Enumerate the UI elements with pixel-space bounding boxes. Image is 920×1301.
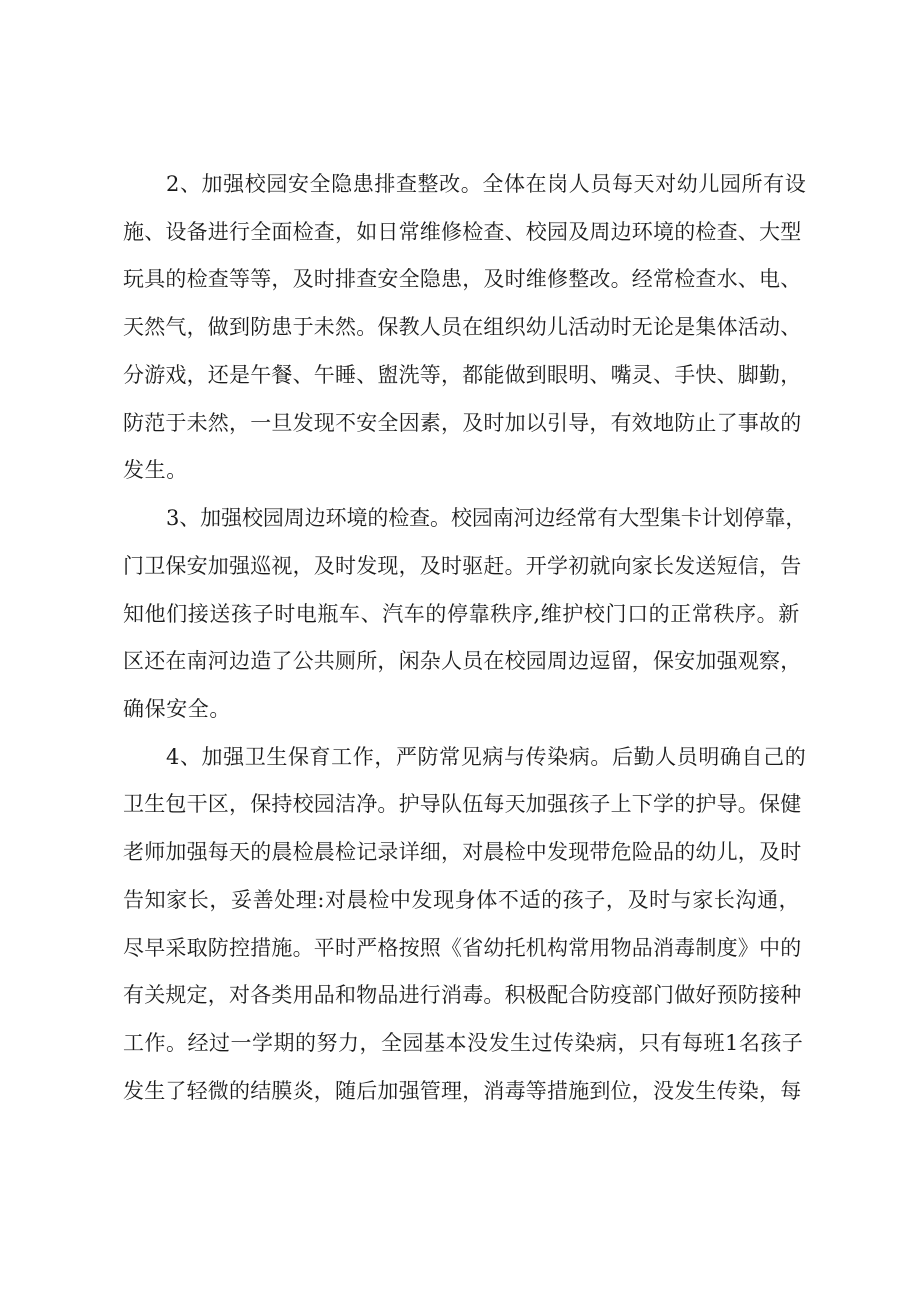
paragraph-3-line-3: 知他们接送孩子时电瓶车、汽车的停靠秩序,维护校门口的正常秩序。新 [123,602,800,626]
paragraph-3-line-5: 确保安全。 [123,697,231,721]
paragraph-2-line-5: 分游戏，还是午餐、午睡、盥洗等，都能做到眼明、嘴灵、手快、脚勤， [123,363,802,387]
paragraph-3-line-4: 区还在南河边造了公共厕所，闲杂人员在校园周边逗留，保安加强观察， [123,649,802,673]
paragraph-4-line-1: 4、加强卫生保育工作，严防常见病与传染病。后勤人员明确自己的 [166,745,807,769]
paragraph-4-line-7: 工作。经过一学期的努力，全园基本没发生过传染病，只有每班1名孩子 [123,1031,804,1055]
paragraph-3-line-1: 3、加强校园周边环境的检查。校园南河边经常有大型集卡计划停靠， [166,506,807,530]
paragraph-4-line-4: 告知家长，妥善处理:对晨检中发现身体不适的孩子，及时与家长沟通， [123,888,801,912]
paragraph-4-line-2: 卫生包干区，保持校园洁净。护导队伍每天加强孩子上下学的护导。保健 [123,792,802,816]
paragraph-2-line-1: 2、加强校园安全隐患排查整改。全体在岗人员每天对幼儿园所有设 [166,172,807,196]
paragraph-2-line-2: 施、设备进行全面检查，如日常维修检查、校园及周边环境的检查、大型 [123,220,802,244]
paragraph-2-line-4: 天然气，做到防患于未然。保教人员在组织幼儿活动时无论是集体活动、 [123,315,802,339]
paragraph-2-line-6: 防范于未然，一旦发现不安全因素，及时加以引导，有效地防止了事故的 [123,411,802,435]
paragraph-4-line-6: 有关规定，对各类用品和物品进行消毒。积极配合防疫部门做好预防接种 [123,983,802,1007]
paragraph-4-line-5: 尽早采取防控措施。平时严格按照《省幼托机构常用物品消毒制度》中的 [123,936,802,960]
paragraph-4-line-8: 发生了轻微的结膜炎，随后加强管理，消毒等措施到位，没发生传染，每 [123,1079,802,1103]
paragraph-4-line-3: 老师加强每天的晨检晨检记录详细，对晨检中发现带危险品的幼儿，及时 [123,840,802,864]
paragraph-2-line-7: 发生。 [123,458,188,482]
paragraph-3-line-2: 门卫保安加强巡视，及时发现，及时驱赶。开学初就向家长发送短信，告 [123,554,802,578]
paragraph-2-line-3: 玩具的检查等等，及时排查安全隐患，及时维修整改。经常检查水、电、 [123,267,802,291]
